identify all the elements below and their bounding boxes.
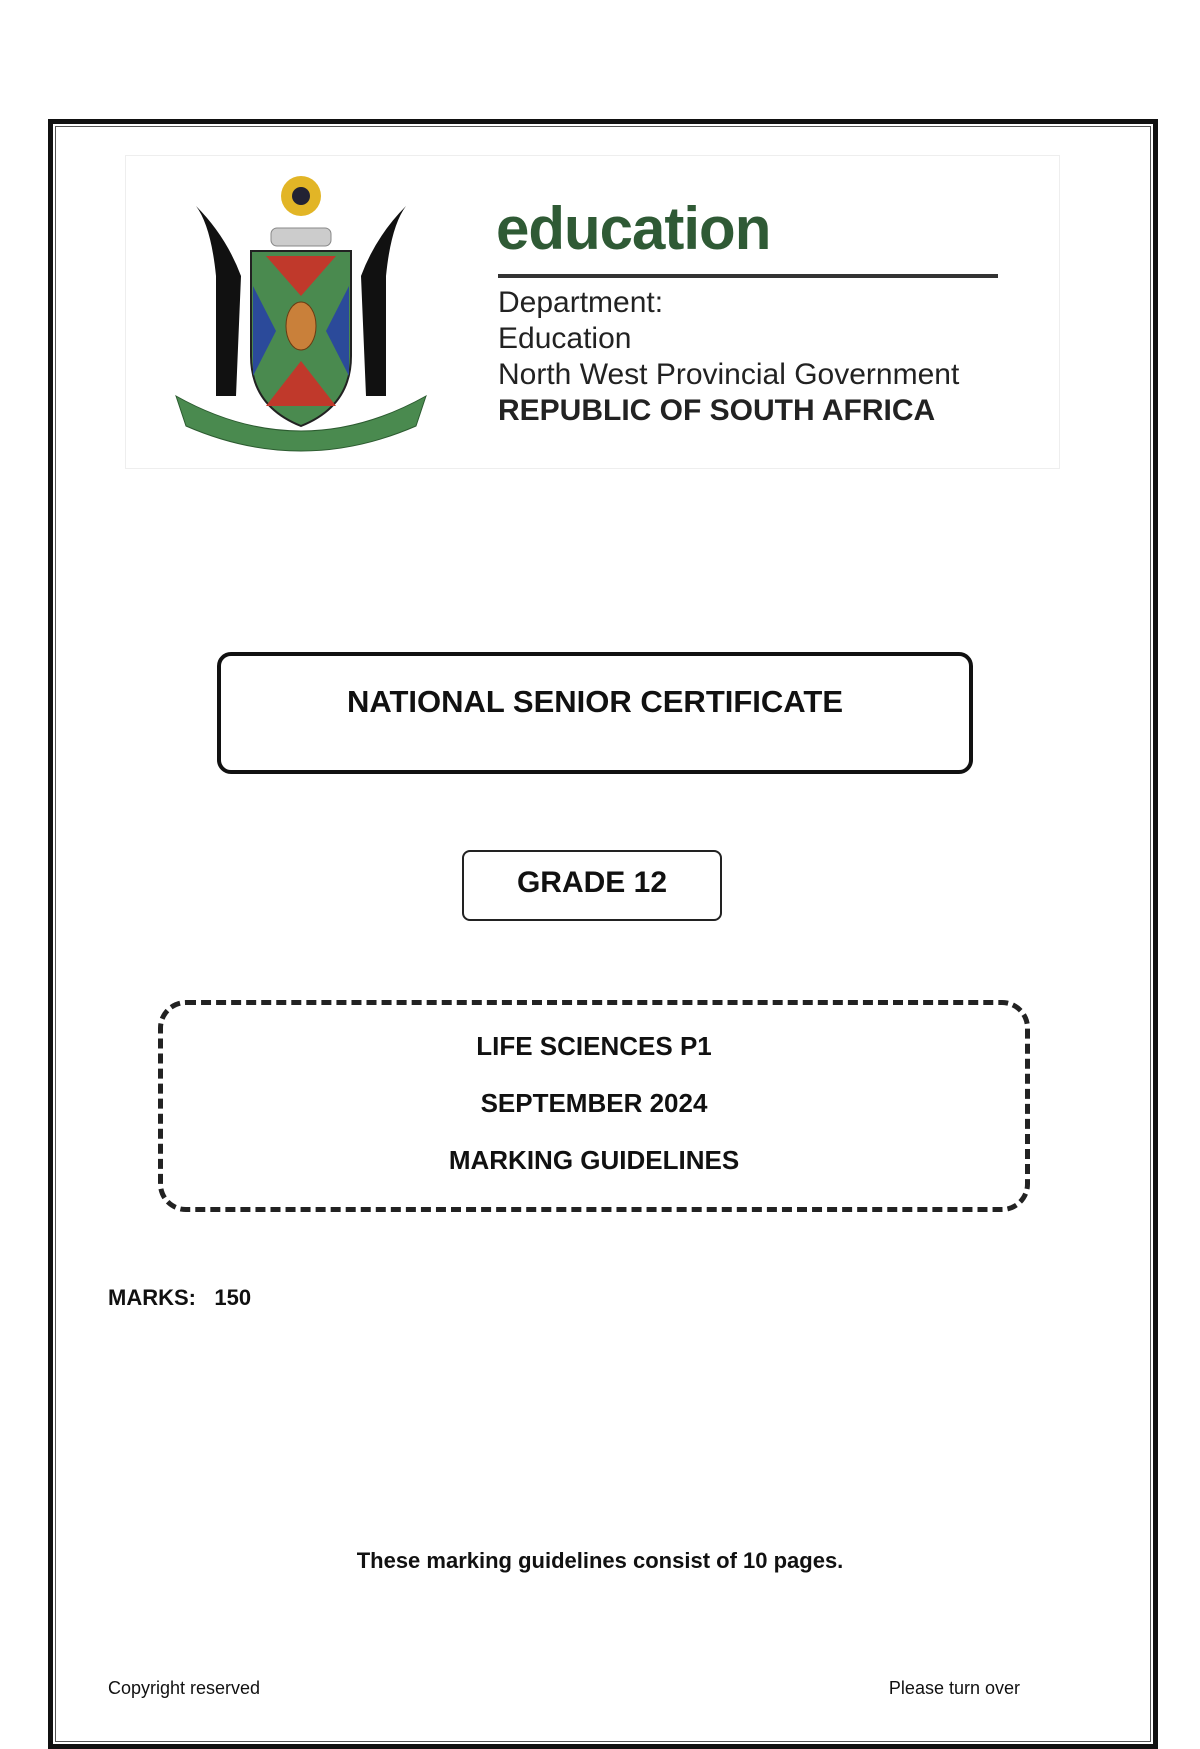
dept-line: North West Provincial Government (498, 358, 960, 391)
certificate-title: NATIONAL SENIOR CERTIFICATE (347, 684, 843, 719)
marks-value: 150 (214, 1285, 252, 1310)
page-count-note: These marking guidelines consist of 10 pages. (356, 1548, 844, 1573)
dept-line: REPUBLIC OF SOUTH AFRICA (498, 394, 936, 427)
grade-box (462, 850, 722, 921)
marks-label: MARKS: (108, 1285, 196, 1310)
exam-date: SEPTEMBER 2024 (480, 1088, 708, 1118)
grade-label: GRADE 12 (516, 866, 668, 899)
document-type: MARKING GUIDELINES (448, 1145, 740, 1175)
divider (498, 274, 998, 278)
marks (108, 1285, 251, 1311)
subject-line: LIFE SCIENCES P1 (476, 1031, 712, 1061)
brand-wordmark: education (496, 195, 771, 262)
certificate-title-box (217, 652, 973, 774)
subject-box (158, 1000, 1030, 1212)
dept-line: Department: (498, 286, 664, 319)
dept-line: Education (498, 322, 632, 355)
department-logo (125, 155, 1060, 469)
turn-over-footer: Please turn over (888, 1678, 1020, 1698)
coat-of-arms-icon (156, 166, 446, 461)
copyright-footer: Copyright reserved (108, 1678, 261, 1698)
